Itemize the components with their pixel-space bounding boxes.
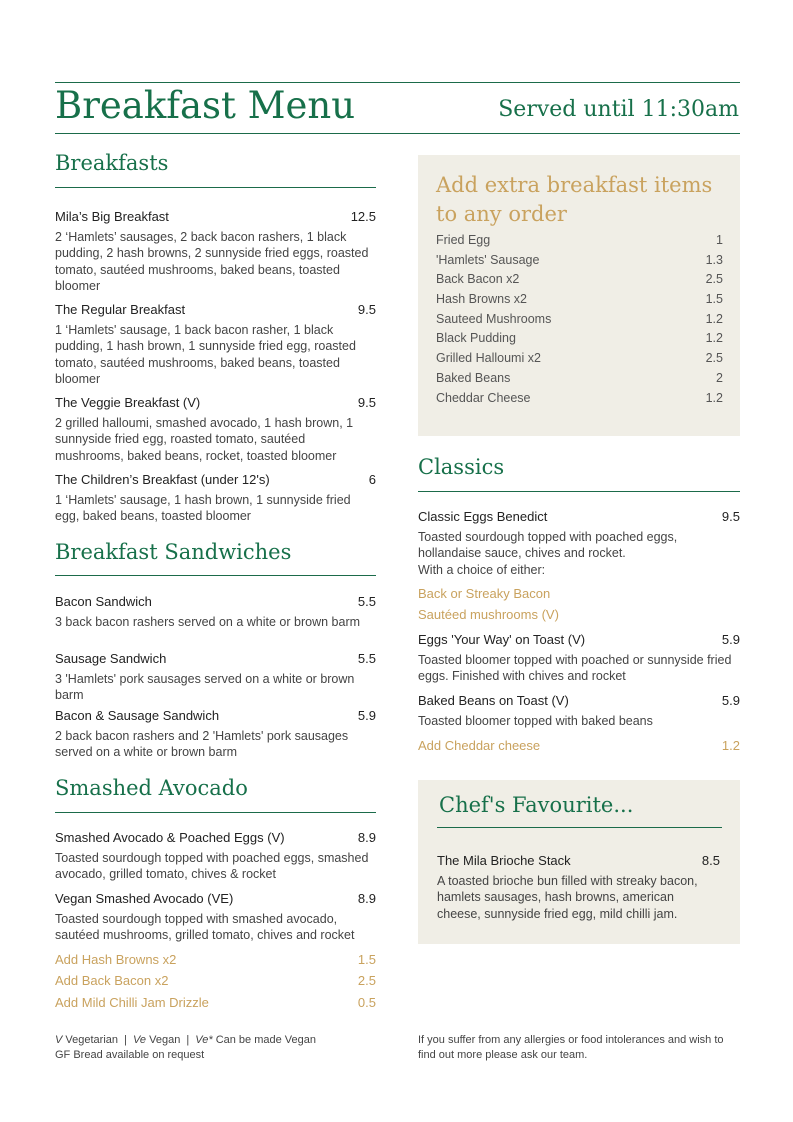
allergy-note: If you suffer from any allergies or food intolerances and wish to find out more please ask our team. [418,1034,724,1061]
extra-price: 1 [716,233,723,247]
item-name: The Mila Brioche Stack [437,853,571,868]
chef-panel [418,780,740,944]
item-description [418,529,740,578]
addon-item [55,994,376,1012]
extra-name: Baked Beans [436,371,511,385]
extras-panel [418,155,740,436]
item-name: Bacon Sandwich [55,594,152,609]
section-rule [55,187,376,188]
extra-name: Hash Browns x2 [436,292,528,306]
extra-name: Back Bacon x2 [436,272,520,286]
item-description: A toasted brioche bun filled with streaky bacon, hamlets sausages, hash browns, american cheese, sunnyside fried egg, mild chilli jam. [437,874,698,921]
item-description: 2 grilled halloumi, smashed avocado, 1 hash brown, 1 sunnyside fried egg, roasted tomato, sautéed mushrooms, baked beans, rocket, toasted bloomer [55,416,354,463]
extra-name: Grilled Halloumi x2 [436,351,541,365]
addon-name: Add Cheddar cheese [418,738,541,753]
extra-item [436,290,723,308]
vegan-symbol: Ve [133,1034,147,1046]
addon-item [55,951,376,969]
extra-price: 1.2 [705,312,723,326]
item-price: 6 [368,472,376,487]
page-title: Breakfast Menu [55,84,356,127]
served-until-label: Served until 11:30am [498,97,739,122]
section-title-sandwiches: Breakfast Sandwiches [55,540,292,564]
item-price: 5.5 [357,651,376,666]
item-name: Baked Beans on Toast (V) [418,693,569,708]
addon-item [55,972,376,990]
menu-item [55,707,376,761]
extra-price: 1.3 [705,253,723,267]
section-title-classics: Classics [418,455,505,479]
section-title-avocado: Smashed Avocado [55,776,248,800]
item-price: 5.9 [357,708,376,723]
extra-name: Sauteed Mushrooms [436,312,552,326]
vegetarian-symbol: V [55,1034,63,1046]
chef-rule [437,827,722,828]
gf-note: GF Bread available on request [55,1049,205,1061]
header-bottom-rule [55,133,740,134]
addon-name: Add Mild Chilli Jam Drizzle [55,995,209,1010]
option-item [418,585,740,603]
item-price: 5.5 [357,594,376,609]
extra-name: 'Hamlets' Sausage [436,253,540,267]
addon-item [418,737,740,755]
item-description: Toasted bloomer topped with baked beans [418,714,653,728]
header-top-rule [55,82,740,83]
extras-title: Add extra breakfast items to any order [436,173,713,226]
section-rule [418,491,740,492]
chef-title: Chef's Favourite... [439,793,634,817]
option-item [418,606,740,624]
item-name: The Regular Breakfast [55,302,186,317]
item-name: Classic Eggs Benedict [418,509,548,524]
item-price: 9.5 [721,509,740,524]
section-rule [55,812,376,813]
item-price: 9.5 [357,395,376,410]
extra-item [436,270,723,288]
item-description: 2 back bacon rashers and 2 'Hamlets' pork sausages served on a white or brown barm [55,729,349,760]
addon-price: 0.5 [357,995,376,1010]
item-name: Mila’s Big Breakfast [55,209,169,224]
separator: | [124,1034,127,1046]
extra-name: Fried Egg [436,233,491,247]
extra-name: Cheddar Cheese [436,391,531,405]
item-description: 2 ‘Hamlets’ sausages, 2 back bacon rashers, 1 black pudding, 2 hash browns, 2 sunnyside fried eggs, roasted tomato, sautéed mushrooms, baked beans, toasted bloomer [55,230,369,293]
vegetarian-label: Vegetarian [65,1034,119,1046]
benedict-choice-note: With a choice of either: [418,562,546,577]
extra-item [436,251,723,269]
item-description: 1 ‘Hamlets' sausage, 1 hash brown, 1 sunnyside fried egg, baked beans, toasted bloomer [55,493,351,524]
extra-item [436,231,723,249]
option-name: Back or Streaky Bacon [418,586,551,601]
item-price: 8.5 [701,853,720,868]
benedict-desc: Toasted sourdough topped with poached eggs, hollandaise sauce, chives and rocket. [418,530,678,561]
extra-price: 2 [716,371,723,385]
menu-item [55,394,376,464]
chef-item [437,852,720,922]
menu-item [55,471,376,525]
item-price: 8.9 [357,830,376,845]
item-name: The Veggie Breakfast (V) [55,395,201,410]
extra-price: 1.2 [705,391,723,405]
item-description: 1 ‘Hamlets' sausage, 1 back bacon rasher, 1 black pudding, 1 hash brown, 1 sunnyside fried egg, roasted tomato, sautéed mushrooms, baked beans, toasted bloomer [55,323,356,386]
addon-price: 2.5 [357,973,376,988]
item-name: Sausage Sandwich [55,651,167,666]
vegan-label: Vegan [149,1034,181,1046]
addon-price: 1.2 [721,738,740,753]
menu-item [418,631,740,685]
extra-price: 1.2 [705,331,723,345]
extra-price: 1.5 [705,292,723,306]
menu-item [55,593,376,630]
section-title-breakfasts: Breakfasts [55,151,169,175]
item-name: Vegan Smashed Avocado (VE) [55,891,234,906]
extra-price: 2.5 [705,272,723,286]
section-rule [55,575,376,576]
menu-item [55,829,376,883]
vegan-option-symbol: Ve* [195,1034,213,1046]
menu-item [55,890,376,944]
extra-item [436,349,723,367]
dietary-key [55,1033,385,1063]
item-description: Toasted sourdough topped with poached eggs, smashed avocado, grilled tomato, chives & rocket [55,851,369,882]
addon-name: Add Back Bacon x2 [55,973,169,988]
item-price: 12.5 [350,209,376,224]
item-name: Eggs 'Your Way' on Toast (V) [418,632,586,647]
separator: | [186,1034,190,1046]
extra-item [436,329,723,347]
menu-item [55,301,376,387]
extra-price: 2.5 [705,351,723,365]
menu-item [418,508,740,578]
item-name: The Children’s Breakfast (under 12's) [55,472,270,487]
item-description: 3 'Hamlets' pork sausages served on a white or brown barm [55,672,355,703]
extra-item [436,369,723,387]
item-name: Smashed Avocado & Poached Eggs (V) [55,830,285,845]
item-description: 3 back bacon rashers served on a white or brown barm [55,615,361,629]
item-name: Bacon & Sausage Sandwich [55,708,220,723]
extra-item [436,389,723,407]
item-description: Toasted sourdough topped with smashed avocado, sautéed mushrooms, grilled tomato, chives and rocket [55,912,355,943]
addon-name: Add Hash Browns x2 [55,952,177,967]
menu-item [55,208,376,294]
extra-name: Black Pudding [436,331,516,345]
addon-price: 1.5 [357,952,376,967]
item-price: 5.9 [721,693,740,708]
vegan-option-label: Can be made Vegan [215,1034,316,1046]
item-description: Toasted bloomer topped with poached or sunnyside fried eggs. Finished with chives and rocket [418,653,732,684]
extra-item [436,310,723,328]
menu-item [55,650,376,704]
menu-item [418,692,740,729]
item-price: 8.9 [357,891,376,906]
item-price: 9.5 [357,302,376,317]
option-name: Sautéed mushrooms (V) [418,607,559,622]
item-price: 5.9 [721,632,740,647]
